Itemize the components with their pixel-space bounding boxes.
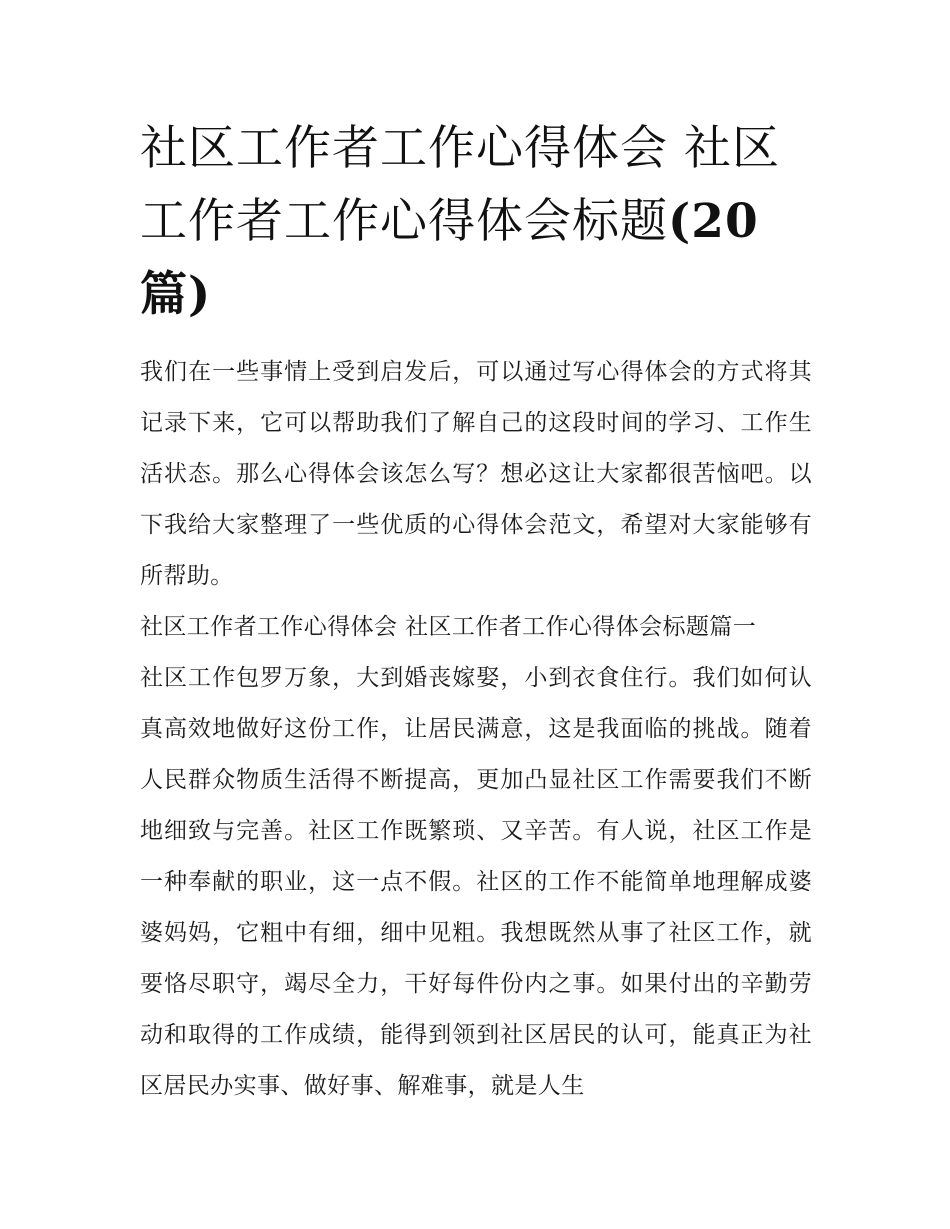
- document-title-main: 社区工作者工作心得体会 社区工作者工作心得体会标题: [140, 121, 780, 249]
- document-title-suffix: (20篇): [140, 194, 759, 322]
- document-title: [140, 112, 812, 331]
- section-heading: 社区工作者工作心得体会 社区工作者工作心得体会标题篇一: [140, 614, 757, 640]
- intro-paragraph: 我们在一些事情上受到启发后，可以通过写心得体会的方式将其记录下来，它可以帮助我们了解自己的这段时间的学习、工作生活状态。那么心得体会该怎么写？想必这让大家都很苦恼吧。以下我给大家整理了一些优质的心得体会范文，希望对大家能够有所帮助。: [140, 359, 812, 589]
- section-body-paragraph: 社区工作包罗万象，大到婚丧嫁娶，小到衣食住行。我们如何认真高效地做好这份工作，让居民满意，这是我面临的挑战。随着人民群众物质生活得不断提高，更加凸显社区工作需要我们不断地细致与完善。社区工作既繁琐、又辛苦。有人说，社区工作是一种奉献的职业，这一点不假。社区的工作不能简单地理解成婆婆妈妈，它粗中有细，细中见粗。我想既然从事了社区工作，就要恪尽职守，竭尽全力，干好每件份内之事。如果付出的辛勤劳动和取得的工作成绩，能得到领到社区居民的认可，能真正为社区居民办实事、做好事、解难事，就是人生: [140, 665, 812, 1099]
